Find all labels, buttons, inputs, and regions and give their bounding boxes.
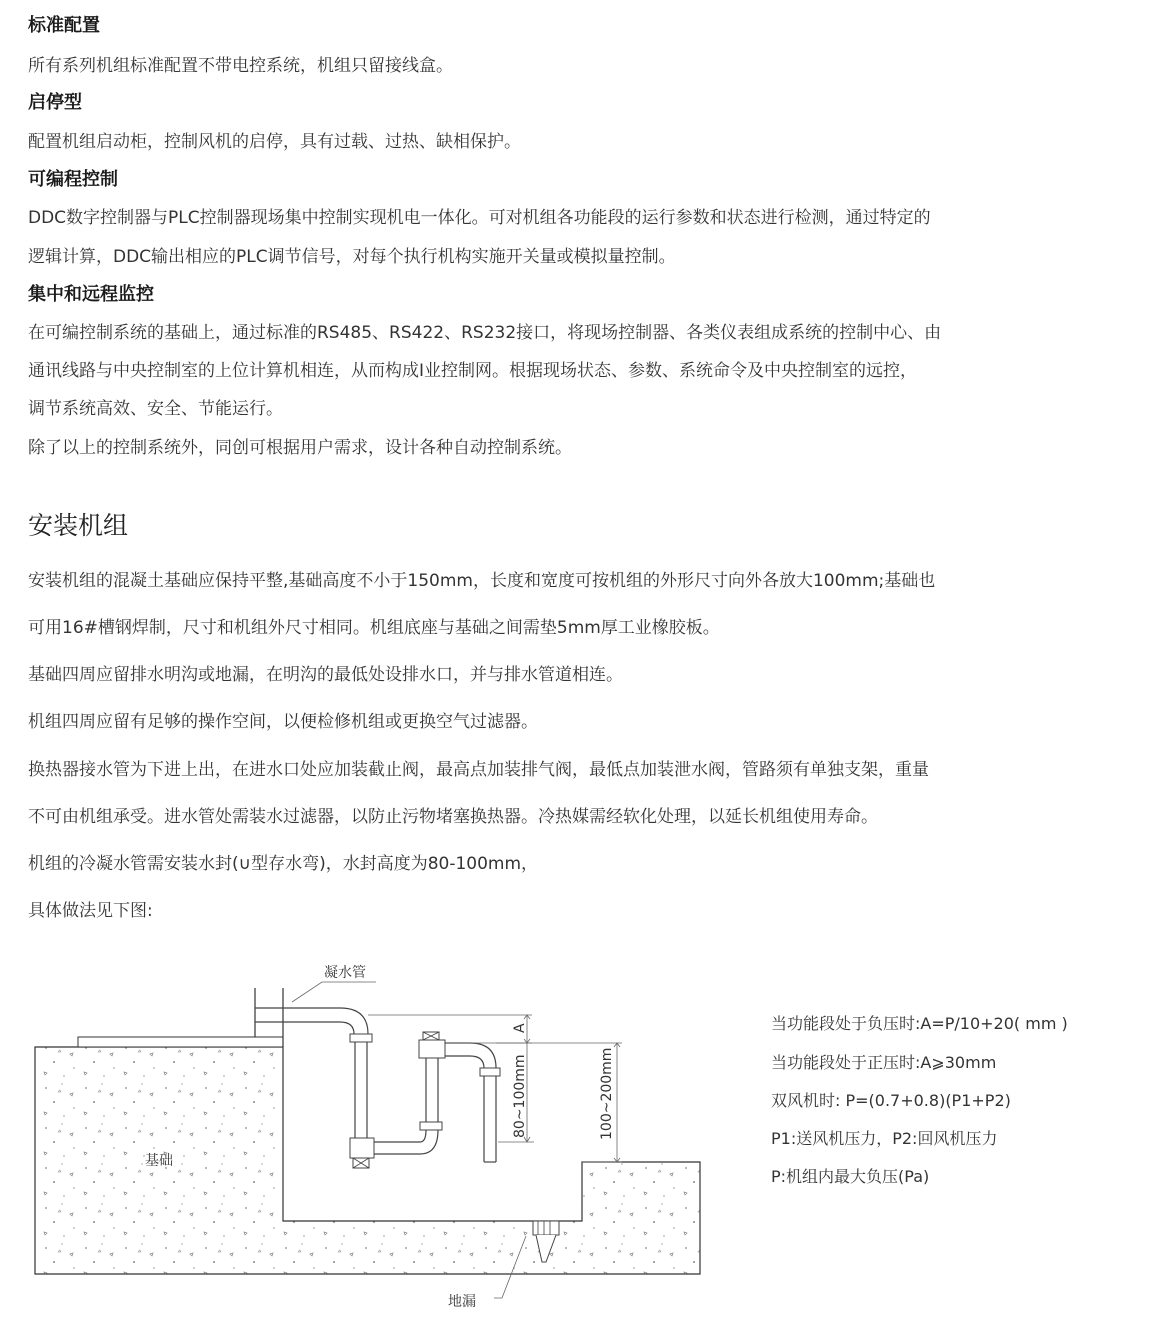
trap-top-tee [419, 1040, 445, 1058]
text-remote-3: 调节系统高效、安全、节能运行。 [28, 399, 283, 419]
text-standard-config: 所有系列机组标准配置不带电控系统，机组只留接线盒。 [28, 56, 453, 76]
unit-base-plate [78, 1037, 283, 1047]
note-5: P:机组内最大负压(Pa) [771, 1167, 930, 1186]
install-paragraph-5: 换热器接水管为下进上出，在进水口处应加装截止阀，最高点加装排气阀，最低点加装泄水阀，管路须有单独支架，重量 [28, 760, 929, 780]
note-1: 当功能段处于负压时:A=P/10+20( mm ) [771, 1014, 1068, 1033]
trap-bottom-tee [350, 1138, 374, 1158]
label-condensate-pipe: 凝水管 [324, 965, 366, 981]
label-floor-drain: 地漏 [448, 1294, 476, 1310]
section-title-install: 安装机组 [28, 511, 129, 540]
install-paragraph-1: 安装机组的混凝土基础应保持平整,基础高度不小于150mm，长度和宽度可按机组的外形尺寸向外各放大100mm;基础也 [28, 571, 936, 591]
heading-standard-config: 标准配置 [28, 15, 100, 36]
dim-seal-label: 80~100mm [512, 1054, 528, 1138]
note-2: 当功能段处于正压时:A⩾30mm [771, 1053, 997, 1072]
floor-drain [533, 1221, 559, 1235]
text-start-stop: 配置机组启动柜，控制风机的启停，具有过载、过热、缺相保护。 [28, 132, 521, 152]
text-programmable-2: 逻辑计算，DDC输出相应的PLC调节信号，对每个执行机构实施开关量或模拟量控制。 [28, 247, 676, 267]
dim-a-label: A [512, 1023, 528, 1033]
text-remote-2: 通讯线路与中央控制室的上位计算机相连，从而构成I业控制网。根据现场状态、参数、系统命令及中央控制室的远控， [28, 361, 918, 381]
install-paragraph-2: 可用16#槽钢焊制，尺寸和机组外尺寸相同。机组底座与基础之间需垫5mm厚工业橡胶板。 [28, 618, 720, 638]
install-paragraph-7: 机组的冷凝水管需安装水封(∪型存水弯)，水封高度为80-100mm， [28, 854, 539, 874]
dim-base-label: 100~200mm [599, 1047, 615, 1140]
text-remote-1: 在可编控制系统的基础上，通过标准的RS485、RS422、RS232接口，将现场控制器、各类仪表组成系统的控制中心、由 [28, 323, 942, 343]
install-paragraph-6: 不可由机组承受。进水管处需装水过滤器，以防止污物堵塞换热器。冷热媒需经软化处理，以延长机组使用寿命。 [28, 807, 878, 827]
heading-programmable: 可编程控制 [28, 169, 118, 190]
text-remote-4: 除了以上的控制系统外，同创可根据用户需求，设计各种自动控制系统。 [28, 438, 572, 458]
install-paragraph-4: 机组四周应留有足够的操作空间，以便检修机组或更换空气过滤器。 [28, 712, 538, 732]
install-paragraph-3: 基础四周应留排水明沟或地漏，在明沟的最低处设排水口，并与排水管道相连。 [28, 665, 623, 685]
label-foundation: 基础 [145, 1153, 173, 1169]
text-programmable-1: DDC数字控制器与PLC控制器现场集中控制实现机电一体化。可对机组各功能段的运行参数和状态进行检测，通过特定的 [28, 208, 931, 228]
heading-remote-monitoring: 集中和远程监控 [28, 284, 154, 305]
install-paragraph-8: 具体做法见下图: [28, 901, 153, 921]
note-4: P1:送风机压力，P2:回风机压力 [771, 1129, 998, 1148]
note-3: 双风机时: P=(0.7+0.8)(P1+P2) [771, 1091, 1011, 1110]
heading-start-stop: 启停型 [28, 92, 82, 113]
